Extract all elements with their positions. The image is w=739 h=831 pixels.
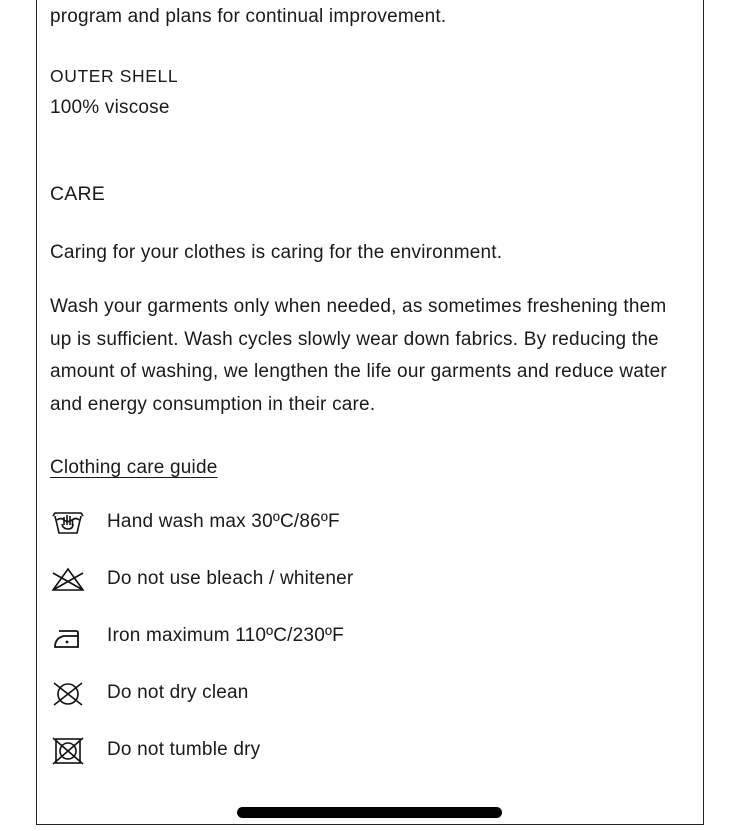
care-heading: CARE bbox=[50, 183, 105, 205]
care-item-iron bbox=[50, 622, 650, 652]
care-item-label: Hand wash max 30ºC/86ºF bbox=[107, 511, 340, 532]
care-description: Wash your garments only when needed, as sometimes freshening them up is sufficient. Wash cycles slowly wear down fabrics. By reducing the amount of washing, we lengthen the life our garments and reduce water and energy consumption in their care. bbox=[50, 296, 667, 415]
care-item-no-dry-clean bbox=[50, 679, 650, 709]
care-item-label: Do not dry clean bbox=[107, 682, 249, 703]
care-item-label: Do not use bleach / whitener bbox=[107, 568, 354, 589]
care-item-no-bleach bbox=[50, 565, 650, 595]
clothing-care-guide-link[interactable]: Clothing care guide bbox=[50, 457, 218, 478]
care-tagline: Caring for your clothes is caring for the environment. bbox=[50, 242, 503, 263]
outer-shell-label: OUTER SHELL bbox=[50, 66, 179, 86]
outer-shell-value: 100% viscose bbox=[50, 97, 170, 118]
iron-low-icon bbox=[50, 622, 86, 652]
panel-bottom-divider bbox=[36, 824, 704, 825]
composition-intro-text: program and plans for continual improvement. bbox=[50, 6, 447, 27]
no-bleach-icon bbox=[50, 565, 86, 595]
care-item-label: Do not tumble dry bbox=[107, 739, 261, 760]
hand-wash-icon bbox=[50, 508, 86, 538]
home-indicator[interactable] bbox=[237, 807, 502, 818]
care-item-label: Iron maximum 110ºC/230ºF bbox=[107, 625, 344, 646]
care-item-no-tumble-dry bbox=[50, 736, 650, 766]
care-item-hand-wash bbox=[50, 508, 650, 538]
no-tumble-dry-icon bbox=[50, 736, 86, 766]
no-dry-clean-icon bbox=[50, 679, 86, 709]
